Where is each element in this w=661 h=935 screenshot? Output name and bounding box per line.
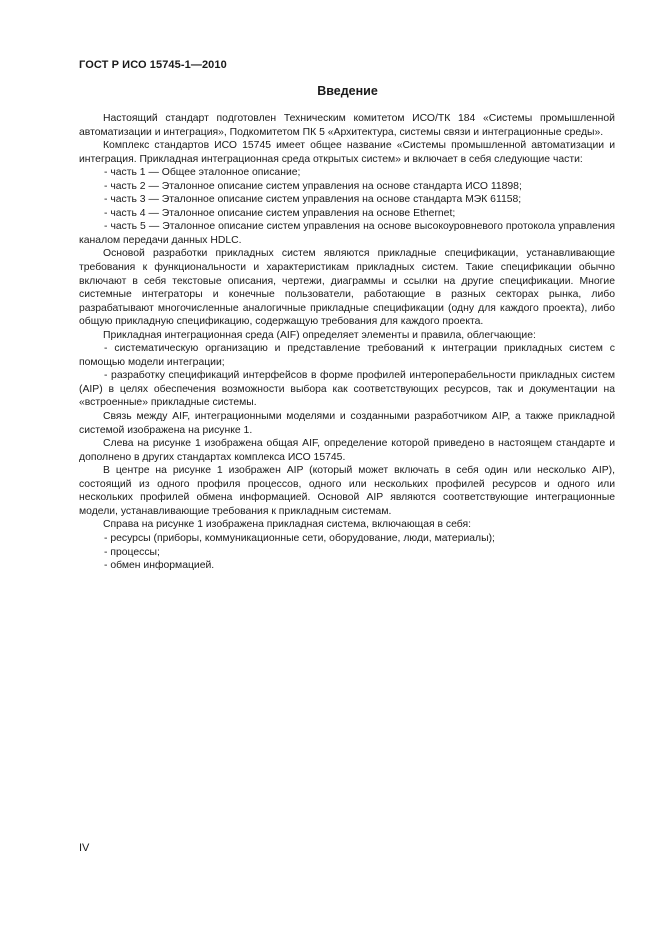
- paragraph: Справа на рисунке 1 изображена прикладная система, включающая в себя:: [103, 519, 471, 531]
- list-item: - процессы;: [104, 546, 160, 558]
- paragraph: Настоящий стандарт подготовлен Техническим комитетом ИСО/ТК 184 «Системы промышленной автоматизации и интеграция», Подкомитетом ПК 5 «Архитектура, системы связи и интеграционные среды».: [79, 113, 615, 138]
- introduction-body: [79, 112, 615, 573]
- paragraph: Комплекс стандартов ИСО 15745 имеет общее название «Системы промышленной автоматизации и интеграция. Прикладная интеграционная среда открытых систем» и включает в себя следующие части:: [79, 140, 615, 165]
- paragraph: Слева на рисунке 1 изображена общая AIF, определение которой приведено в настоящем стандарте и дополнено в других стандартах комплекса ИСО 15745.: [79, 438, 615, 463]
- section-title: Введение: [317, 84, 378, 98]
- list-item: - часть 1 — Общее эталонное описание;: [104, 167, 301, 179]
- list-item: - обмен информацией.: [104, 560, 215, 572]
- paragraph: В центре на рисунке 1 изображен AIP (который может включать в себя один или несколько AIP), состоящий из одного профиля процессов, одного или нескольких профилей ресурсов и одного или нескольких профилей обмена информацией. Основой AIP являются соответствующие интеграционные модели, устанавливающие требования к прикладным системам.: [79, 465, 615, 517]
- list-item: - часть 5 — Эталонное описание систем управления на основе высокоуровневого протокола управления каналом передачи данных HDLC.: [79, 221, 615, 246]
- list-item: - разработку спецификаций интерфейсов в форме профилей интероперабельности прикладных систем (AIP) в целях обеспечения возможности выбора как соответствующих ресурсов, так и документации на «встроенные» прикладные системы.: [79, 370, 615, 409]
- standard-id-header: ГОСТ Р ИСО 15745-1—2010: [79, 59, 227, 71]
- list-item: - систематическую организацию и представление требований к интеграции прикладных систем с помощью модели интеграции;: [79, 343, 615, 368]
- paragraph: Прикладная интеграционная среда (AIF) определяет элементы и правила, облегчающие:: [103, 329, 536, 341]
- paragraph: Связь между AIF, интеграционными моделями и созданными разработчиком AIP, а также прикладной системой изображена на рисунке 1.: [79, 411, 615, 436]
- list-item: - часть 3 — Эталонное описание систем управления на основе стандарта МЭК 61158;: [104, 194, 522, 206]
- paragraph: Основой разработки прикладных систем являются прикладные спецификации, устанавливающие требования к функциональности и характеристикам прикладных систем. Такие спецификации обычно включают в себя текстовые описания, чертежи, диаграммы и ссылки на другие спецификации. Многие системные интеграторы и конечные пользователи, работающие в разных секторах рынка, либо разрабатывают многочисленные аналогичные прикладные спецификации (одну для каждого проекта), либо общую прикладную спецификацию, содержащую требования для каждого проекта.: [79, 248, 615, 328]
- list-item: - ресурсы (приборы, коммуникационные сети, оборудование, люди, материалы);: [104, 532, 495, 544]
- list-item: - часть 2 — Эталонное описание систем управления на основе стандарта ИСО 11898;: [104, 180, 522, 192]
- list-item: - часть 4 — Эталонное описание систем управления на основе Ethernet;: [104, 207, 456, 219]
- page-number: IV: [79, 842, 90, 854]
